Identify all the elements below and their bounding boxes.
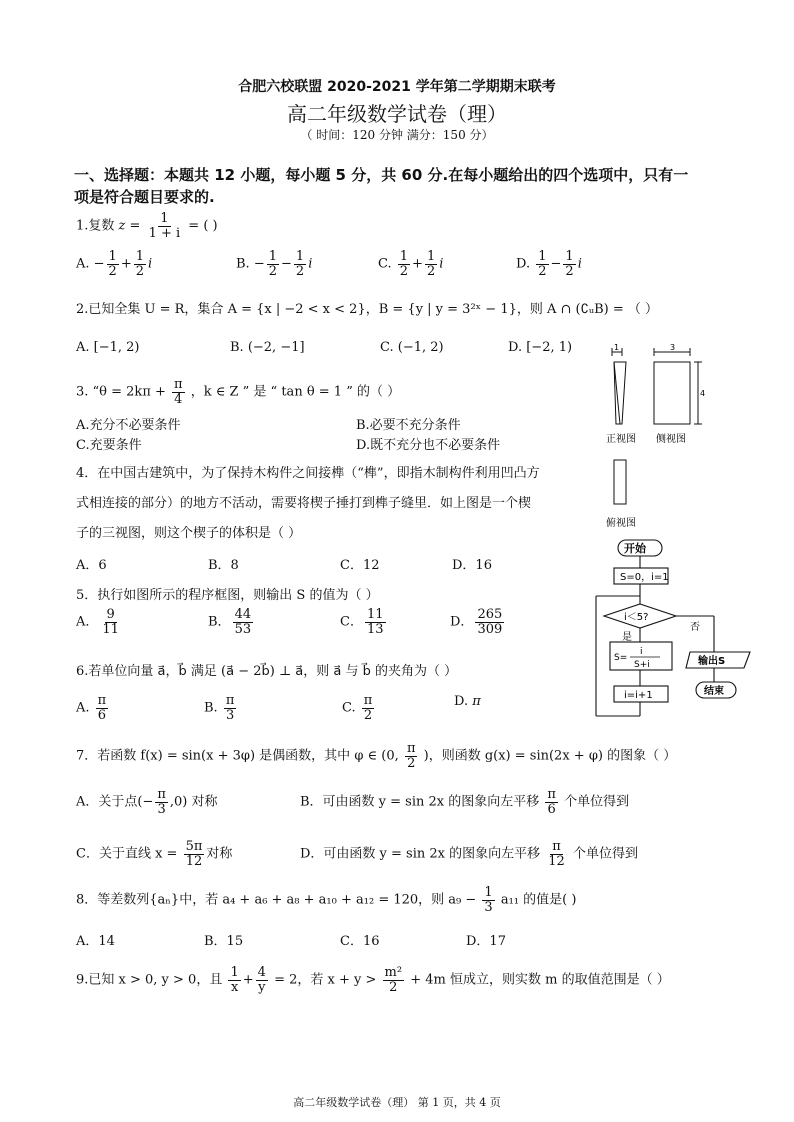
q6-option-c: C. $\frac{\pi}{2}$ xyxy=(342,693,373,723)
q6-option-d: D. π xyxy=(454,694,481,709)
question-4-line3: 子的三视图，则这个楔子的体积是（ ） xyxy=(76,526,302,541)
q7-option-c: C．关于直线 x = $\frac{5\pi}{12}$ 对称 xyxy=(76,839,233,869)
q5-option-c: C． $\frac{11}{13}$ xyxy=(340,607,384,637)
question-5-options xyxy=(76,608,536,648)
top-view-rect xyxy=(614,460,626,504)
q4-option-a: A．6 xyxy=(76,558,107,573)
q8-option-b: B．15 xyxy=(204,934,244,949)
q3-option-b: B.必要不充分条件 xyxy=(356,418,461,433)
flow-assign-num: i xyxy=(640,647,643,657)
q2-option-a: A. [−1, 2) xyxy=(76,340,140,355)
flow-assign-den: S+i xyxy=(634,660,650,670)
flow-end-label: 结束 xyxy=(704,686,724,697)
q4-option-d: D．16 xyxy=(452,558,492,573)
exam-time-score: （ 时间：120 分钟 满分：150 分） xyxy=(300,128,494,142)
side-view-rect xyxy=(654,362,690,424)
front-view-label: 正视图 xyxy=(606,434,636,445)
three-views-figure xyxy=(596,344,722,534)
exam-title: 高二年级数学试卷（理） xyxy=(287,102,507,126)
question-1: 1.复数 z = $\frac{1}{1 + i}$ = ( ) xyxy=(76,211,218,241)
q8-option-c: C．16 xyxy=(340,934,380,949)
flow-yes-label: 是 xyxy=(622,632,632,643)
q8-option-a: A．14 xyxy=(76,934,115,949)
q2-option-b: B. (−2, −1] xyxy=(230,340,305,355)
q6-option-b: B. $\frac{\pi}{3}$ xyxy=(204,693,235,723)
q5-option-d: D． $\frac{265}{309}$ xyxy=(450,607,503,637)
question-8: 8．等差数列{aₙ}中，若 a₄ + a₆ + a₈ + a₁₀ + a₁₂ = 120，则 a₉ − $\frac{1}{3}$ a₁₁ 的值是( ) xyxy=(76,885,577,915)
q1-option-c: C. $\frac{1}{2}$ + $\frac{1}{2}$ i xyxy=(378,249,444,279)
exam-header-line1: 合肥六校联盟 2020-2021 学年第二学期期末联考 xyxy=(238,79,556,95)
q2-option-c: C. (−1, 2) xyxy=(380,340,444,355)
section-heading-cont: 项是符合题目要求的. xyxy=(74,188,215,206)
q4-option-c: C．12 xyxy=(340,558,380,573)
q3-option-d: D.既不充分也不必要条件 xyxy=(356,438,501,453)
question-6-options xyxy=(76,694,536,734)
flow-cond-label: i＜5? xyxy=(624,612,649,623)
q7-option-b: B．可由函数 y = sin 2x 的图象向左平移 $\frac{\pi}{6}$ 个单位得到 xyxy=(300,787,630,817)
q3-option-a: A.充分不必要条件 xyxy=(76,418,181,433)
side-view-label: 侧视图 xyxy=(656,434,686,445)
dim-label-4: 4 xyxy=(700,389,706,398)
q5-option-b: B． $\frac{44}{53}$ xyxy=(208,607,252,637)
section-heading: 一、选择题：本题共 12 小题，每小题 5 分，共 60 分.在每小题给出的四个选项中，只有一 xyxy=(74,166,689,184)
question-5: 5．执行如图所示的程序框图，则输出 S 的值为（ ） xyxy=(76,588,379,603)
q1-option-a: A. − $\frac{1}{2}$ + $\frac{1}{2}$ i xyxy=(76,249,153,279)
question-4-line1: 4．在中国古建筑中，为了保持木构件之间接榫（“榫”，即指木制构件利用凹凸方 xyxy=(76,466,540,481)
q7-option-d: D．可由函数 y = sin 2x 的图象向左平移 $\frac{\pi}{12}$ 个单位得到 xyxy=(300,839,638,869)
front-view-shape xyxy=(614,362,626,424)
dim-label-3: 3 xyxy=(670,344,676,352)
q4-option-b: B．8 xyxy=(208,558,239,573)
question-3: 3. “θ = 2kπ + $\frac{\pi}{4}$ ，k ∈ Z ” 是 “ tan θ = 1 ” 的（ ） xyxy=(76,377,401,407)
q3-option-c: C.充要条件 xyxy=(76,438,142,453)
page-footer: 高二年级数学试卷（理） 第 1 页，共 4 页 xyxy=(293,1096,501,1109)
flow-init-label: S=0，i=1 xyxy=(620,572,669,583)
dim-label-1: 1 xyxy=(614,344,620,352)
question-2: 2.已知全集 U = R，集合 A = {x | −2 < x < 2}，B = {y | y = 3²ˣ − 1}，则 A ∩ (∁ᵤB) = （ ） xyxy=(76,302,658,317)
flow-start-label: 开始 xyxy=(624,542,646,555)
question-6: 6.若单位向量 a⃗，b⃗ 满足 (a⃗ − 2b⃗) ⊥ a⃗，则 a⃗ 与 b⃗ 的夹角为（ ） xyxy=(76,664,458,679)
q1-option-b: B. − $\frac{1}{2}$ − $\frac{1}{2}$ i xyxy=(236,249,313,279)
question-4-line2: 式相连接的部分）的地方不活动，需要将楔子捶打到榫子缝里．如上图是一个楔 xyxy=(76,496,532,511)
q5-option-a: A． $\frac{9}{11}$ xyxy=(76,607,119,637)
question-9: 9.已知 x > 0, y > 0，且 $\frac{1}{x}$ + $\frac{4}{y}$ = 2，若 x + y > $\frac{\text{m²}}{2}$ + 4m 恒成立，则实数 m 的取值范围是（ ） xyxy=(76,965,670,995)
question-7: 7．若函数 f(x) = sin(x + 3φ) 是偶函数，其中 φ ∈ (0, $\frac{\pi}{2}$ )，则函数 g(x) = sin(2x + φ) 的图象（ ） xyxy=(76,741,677,771)
top-view-label: 俯视图 xyxy=(606,518,636,529)
q2-option-d: D. [−2, 1) xyxy=(508,340,573,355)
question-1-options xyxy=(76,250,716,284)
flow-output-label: 输出S xyxy=(698,656,726,667)
flow-inc-label: i=i+1 xyxy=(624,690,653,701)
flow-assign-label: S= xyxy=(614,653,628,663)
q6-option-a: A. $\frac{\pi}{6}$ xyxy=(76,693,107,723)
flow-no-label: 否 xyxy=(690,622,700,633)
q8-option-d: D．17 xyxy=(466,934,506,949)
q1-option-d: D. $\frac{1}{2}$ − $\frac{1}{2}$ i xyxy=(516,249,582,279)
flowchart xyxy=(590,536,766,724)
q7-option-a: A．关于点(− $\frac{\pi}{3}$ ,0) 对称 xyxy=(76,787,218,817)
